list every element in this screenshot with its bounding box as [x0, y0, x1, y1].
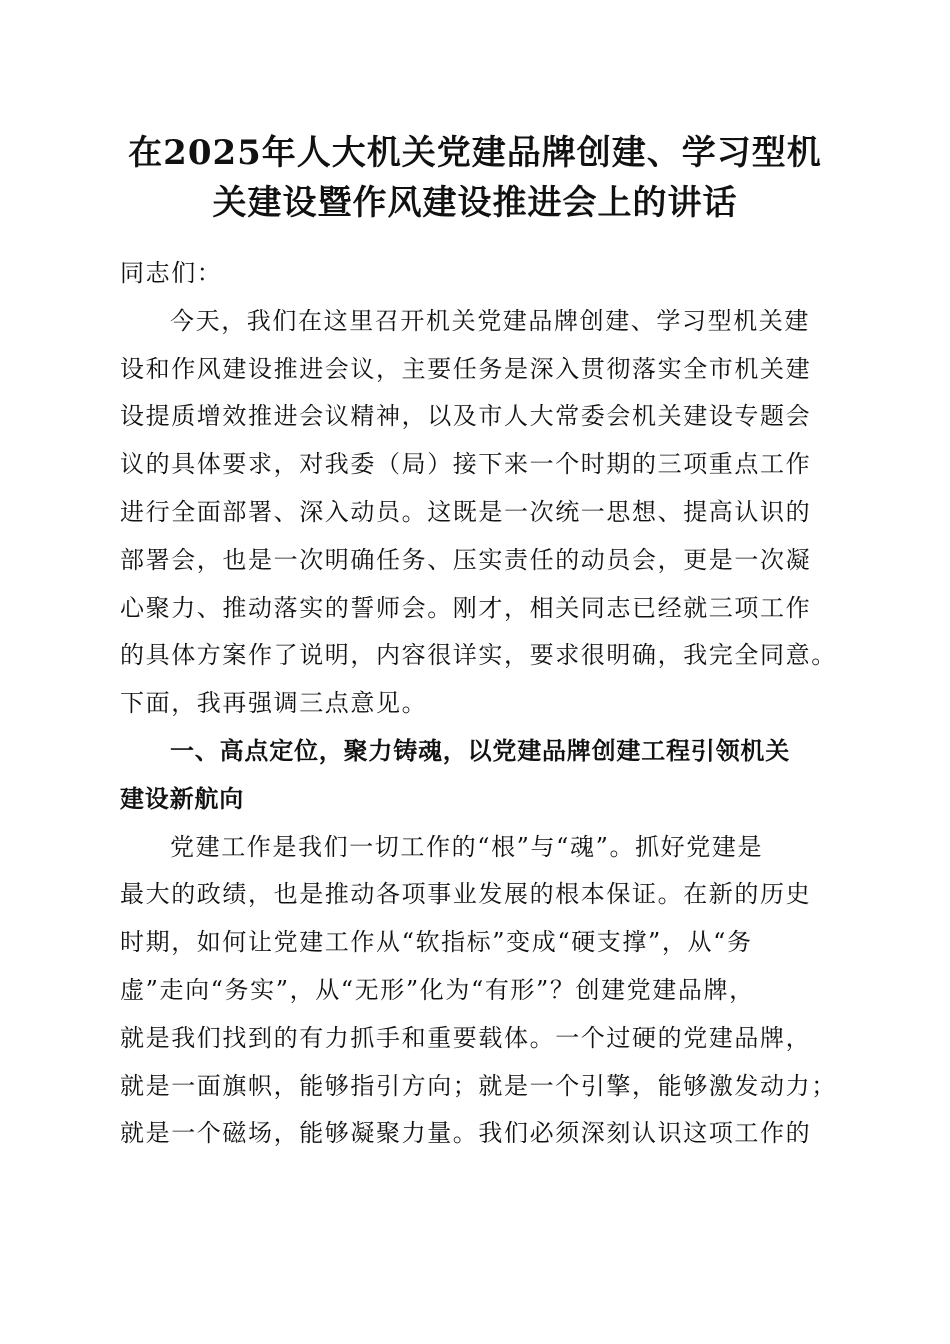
title-line-1: 在2025年人大机关党建品牌创建、学习型机	[128, 133, 822, 173]
section-1-line-6: 就是一面旗帜，能够指引方向；就是一个引擎，能够激发动力；	[120, 1071, 837, 1100]
section-1-heading-line-1: 一、高点定位，聚力铸魂，以党建品牌创建工程引领机关	[170, 736, 790, 765]
intro-line-8: 的具体方案作了说明，内容很详实，要求很明确，我完全同意。	[120, 641, 837, 670]
intro-line-4: 议的具体要求，对我委（局）接下来一个时期的三项重点工作	[120, 450, 812, 479]
section-1-line-4: 虚”走向“务实”，从“无形”化为“有形”？创建党建品牌，	[120, 975, 755, 1004]
intro-line-9: 下面，我再强调三点意见。	[120, 689, 428, 718]
intro-line-7: 心聚力、推动落实的誓师会。刚才，相关同志已经就三项工作	[120, 593, 812, 622]
title-line-2: 关建设暨作风建设推进会上的讲话	[212, 183, 738, 223]
intro-line-5: 进行全面部署、深入动员。这既是一次统一思想、提高认识的	[120, 497, 812, 526]
document-title	[60, 128, 890, 228]
intro-line-1: 今天，我们在这里召开机关党建品牌创建、学习型机关建	[170, 306, 810, 335]
section-1-heading-line-2: 建设新航向	[120, 784, 244, 813]
intro-line-6: 部署会，也是一次明确任务、压实责任的动员会，更是一次凝	[120, 545, 812, 574]
section-1-line-1: 党建工作是我们一切工作的“根”与“魂”。抓好党建是	[170, 832, 764, 861]
section-1-line-5: 就是我们找到的有力抓手和重要载体。一个过硬的党建品牌，	[120, 1023, 812, 1052]
intro-line-3: 设提质增效推进会议精神，以及市人大常委会机关建设专题会	[120, 402, 812, 431]
document-body	[120, 250, 835, 1158]
intro-line-2: 设和作风建设推进会议，主要任务是深入贯彻落实全市机关建	[120, 354, 812, 383]
section-1-line-2: 最大的政绩，也是推动各项事业发展的根本保证。在新的历史	[120, 880, 812, 909]
salutation: 同志们：	[120, 259, 223, 287]
section-1-line-3: 时期，如何让党建工作从“软指标”变成“硬支撑”，从“务	[120, 928, 753, 957]
section-1-line-7: 就是一个磁场，能够凝聚力量。我们必须深刻认识这项工作的	[120, 1119, 812, 1148]
